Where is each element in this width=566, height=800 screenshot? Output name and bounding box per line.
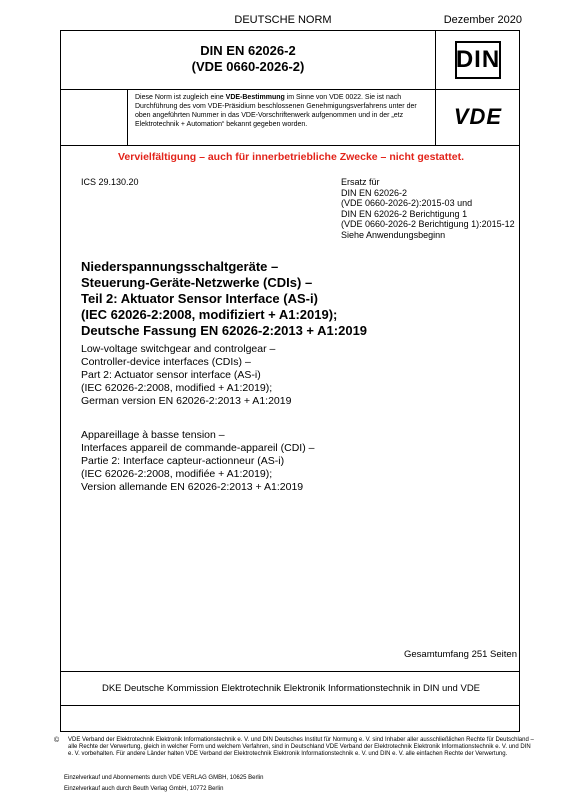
title-line: Part 2: Actuator sensor interface (AS-i) <box>81 369 261 381</box>
vde-note-pre: Diese Norm ist zugleich eine <box>135 94 226 101</box>
title-line: Deutsche Fassung EN 62026-2:2013 + A1:2019 <box>81 323 368 338</box>
footer-legal <box>54 737 534 758</box>
title-english <box>81 343 511 408</box>
dke-line: DKE Deutsche Kommission Elektrotechnik Elektronik Informationstechnik in DIN und VDE <box>101 683 481 694</box>
copyright-symbol: © <box>54 737 60 744</box>
publication-date: Dezember 2020 <box>443 14 522 26</box>
total-pages: Gesamtumfang 251 Seiten <box>403 649 517 660</box>
standard-number-din: DIN EN 62026-2 <box>200 43 296 58</box>
din-logo-mark: DIN <box>455 41 501 79</box>
standard-number-vde: (VDE 0660-2026-2) <box>191 59 305 74</box>
title-french <box>81 429 511 494</box>
title-line: (IEC 62026-2:2008, modifiziert + A1:2019); <box>81 307 338 322</box>
sales-info-beuth: Einzelverkauf auch durch Beuth Verlag GmbH, 10772 Berlin <box>64 786 224 792</box>
legal-text: VDE Verband der Elektrotechnik Elektronik Informationstechnik e. V. und DIN Deutsches Institut für Normung e. V. sind Inhaber aller ausschließlichen Rechte für Deutschland – alle Rechte der Verwertung, gleich in welcher Form und welchem Verfahren, sind in Deutschland VDE Verband der Elektrotechnik Elektronik Informationstechnik e. V. und DIN e. V. vorbehalten. Für andere Länder halten VDE Verband der Elektrotechnik Elektronik Informationstechnik e. V. und DIN e. V. alle einfachen Rechte der Verwertung. <box>68 737 534 757</box>
divider <box>61 145 519 146</box>
divider <box>61 671 519 672</box>
title-line: German version EN 62026-2:2013 + A1:2019 <box>81 395 292 407</box>
standard-number <box>61 31 435 89</box>
title-line: (IEC 62026-2:2008, modifiée + A1:2019); <box>81 468 273 480</box>
ics-code: ICS 29.130.20 <box>81 177 139 187</box>
replacement-info <box>341 177 515 240</box>
title-german <box>81 259 511 339</box>
title-line: Niederspannungsschaltgeräte – <box>81 259 279 274</box>
title-line: Teil 2: Aktuator Sensor Interface (AS-i) <box>81 291 318 306</box>
document-type-header: DEUTSCHE NORM <box>234 14 332 26</box>
divider <box>127 89 128 145</box>
cover-frame <box>60 30 520 732</box>
divider <box>61 705 519 706</box>
title-line: Low-voltage switchgear and controlgear – <box>81 343 276 355</box>
vde-logo: VDE <box>453 104 503 129</box>
din-logo <box>435 31 521 89</box>
title-line: (IEC 62026-2:2008, modified + A1:2019); <box>81 382 273 394</box>
title-line: Appareillage à basse tension – <box>81 429 225 441</box>
sales-info-vde: Einzelverkauf und Abonnements durch VDE VERLAG GMBH, 10625 Berlin <box>64 775 264 781</box>
title-line: Version allemande EN 62026-2:2013 + A1:2019 <box>81 481 304 493</box>
title-line: Partie 2: Interface capteur-actionneur (AS-i) <box>81 455 285 467</box>
title-line: Steuerung-Geräte-Netzwerke (CDIs) – <box>81 275 313 290</box>
replacement-line: DIN EN 62026-2 Berichtigung 1 <box>341 208 468 219</box>
vde-note <box>135 93 431 129</box>
title-line: Controller-device interfaces (CDIs) – <box>81 356 251 368</box>
copy-warning: Vervielfältigung – auch für innerbetriebliche Zwecke – nicht gestattet. <box>117 151 464 163</box>
replacement-line: Ersatz für <box>341 177 380 187</box>
replacement-line: DIN EN 62026-2 <box>341 187 408 198</box>
replacement-line: Siehe Anwendungsbeginn <box>341 229 446 240</box>
replacement-line: (VDE 0660-2026-2):2015-03 und <box>341 198 473 208</box>
title-line: Interfaces appareil de commande-appareil (CDI) – <box>81 442 315 454</box>
vde-note-post: im Sinne von VDE 0022. Sie ist nach Durchführung des vom VDE-Präsidium beschlossenen Genehmigungsverfahrens unter der oben angeführten Nummer in das VDE-Vorschriftenwerk aufgenommen und in der „etz Elektrotechnik + Automation“ bekannt gegeben worden. <box>135 94 417 128</box>
replacement-line: (VDE 0660-2026-2 Berichtigung 1):2015-12 <box>341 219 515 229</box>
vde-note-bold: VDE-Bestimmung <box>225 94 285 101</box>
